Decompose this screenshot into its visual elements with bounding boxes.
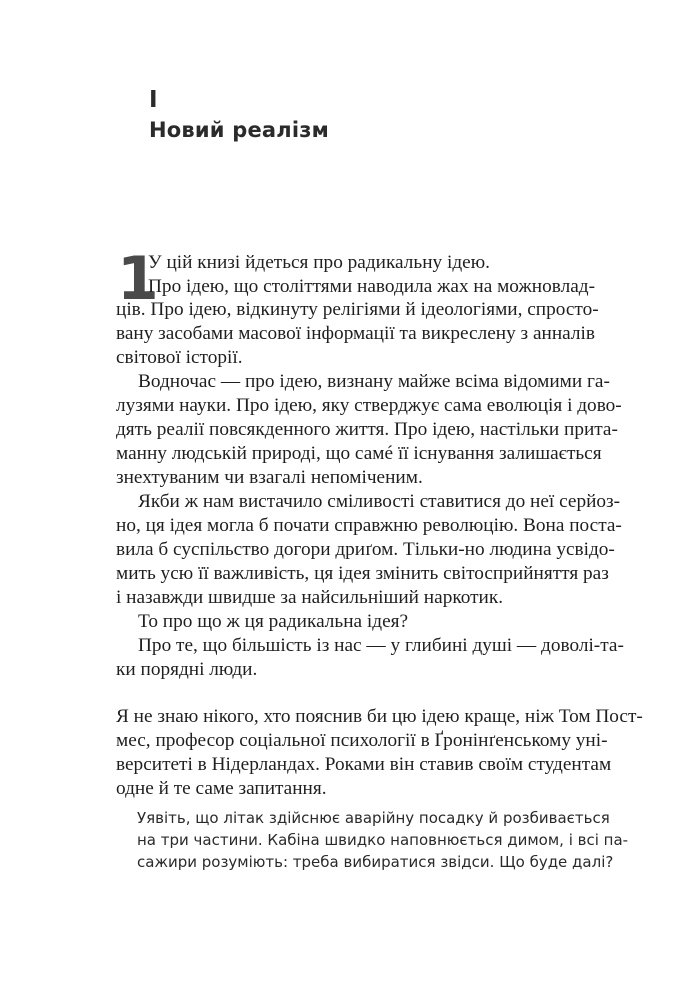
body-line: Я не знаю нікого, хто пояснив би цю ідею краще, ніж Том Пост-	[116, 706, 643, 727]
body-line: верситеті в Нідерландах. Роками він ставив своїм студентам	[116, 754, 612, 775]
quote-line: сажири розуміють: треба вибиратися звідси. Що буде далі?	[137, 853, 614, 871]
body-line: мить усю її важливість, ця ідея змінить світосприйняття раз	[116, 563, 609, 584]
body-line: лузями науки. Про ідею, яку стверджує сама еволюція і дово-	[116, 395, 622, 416]
body-line: дять реалії повсякденного життя. Про ідею, настільки прита-	[116, 419, 618, 440]
body-line: світової історії.	[116, 347, 243, 368]
body-line: Про те, що більшість із нас — у глибині душі — доволі-та-	[138, 635, 624, 656]
body-line: Водночас — про ідею, визнану майже всіма відомими га-	[138, 371, 610, 392]
body-line: мес, професор соціальної психології в Ґронінґенському уні-	[116, 730, 608, 751]
chapter-number: I	[149, 87, 158, 113]
chapter-title: Новий реалізм	[149, 118, 330, 142]
body-line: Про ідею, що століттями наводила жах на можновлад-	[148, 276, 596, 297]
body-line: ців. Про ідею, відкинуту релігіями й ідеологіями, спросто-	[116, 299, 599, 320]
body-line: знехтуваним чи взагалі непоміченим.	[116, 467, 423, 488]
body-line: одне й те саме запитання.	[116, 778, 327, 799]
quote-line: на три частини. Кабіна швидко наповнюється димом, і всі па-	[137, 831, 629, 849]
body-line: манну людській природі, що самé її існування залишається	[116, 443, 602, 464]
body-line: но, ця ідея могла б почати справжню революцію. Вона поста-	[116, 515, 622, 536]
quote-line: Уявіть, що літак здійснює аварійну посадку й розбивається	[137, 809, 610, 827]
body-line: Якби ж нам вистачило сміливості ставитися до неї серйоз-	[138, 491, 621, 512]
body-line: вану засобами масової інформації та викреслену з анналів	[116, 323, 595, 344]
body-line: То про що ж ця радикальна ідея?	[138, 611, 409, 632]
body-line: вила б суспільство догори дриґом. Тільки-но людина усвідо-	[116, 539, 615, 560]
body-line: У цій книзі йдеться про радикальну ідею.	[148, 252, 490, 273]
body-line: і назавжди швидше за найсильніший наркотик.	[116, 587, 504, 608]
body-line: ки порядні люди.	[116, 659, 258, 680]
drop-cap-number: 1	[117, 244, 159, 314]
